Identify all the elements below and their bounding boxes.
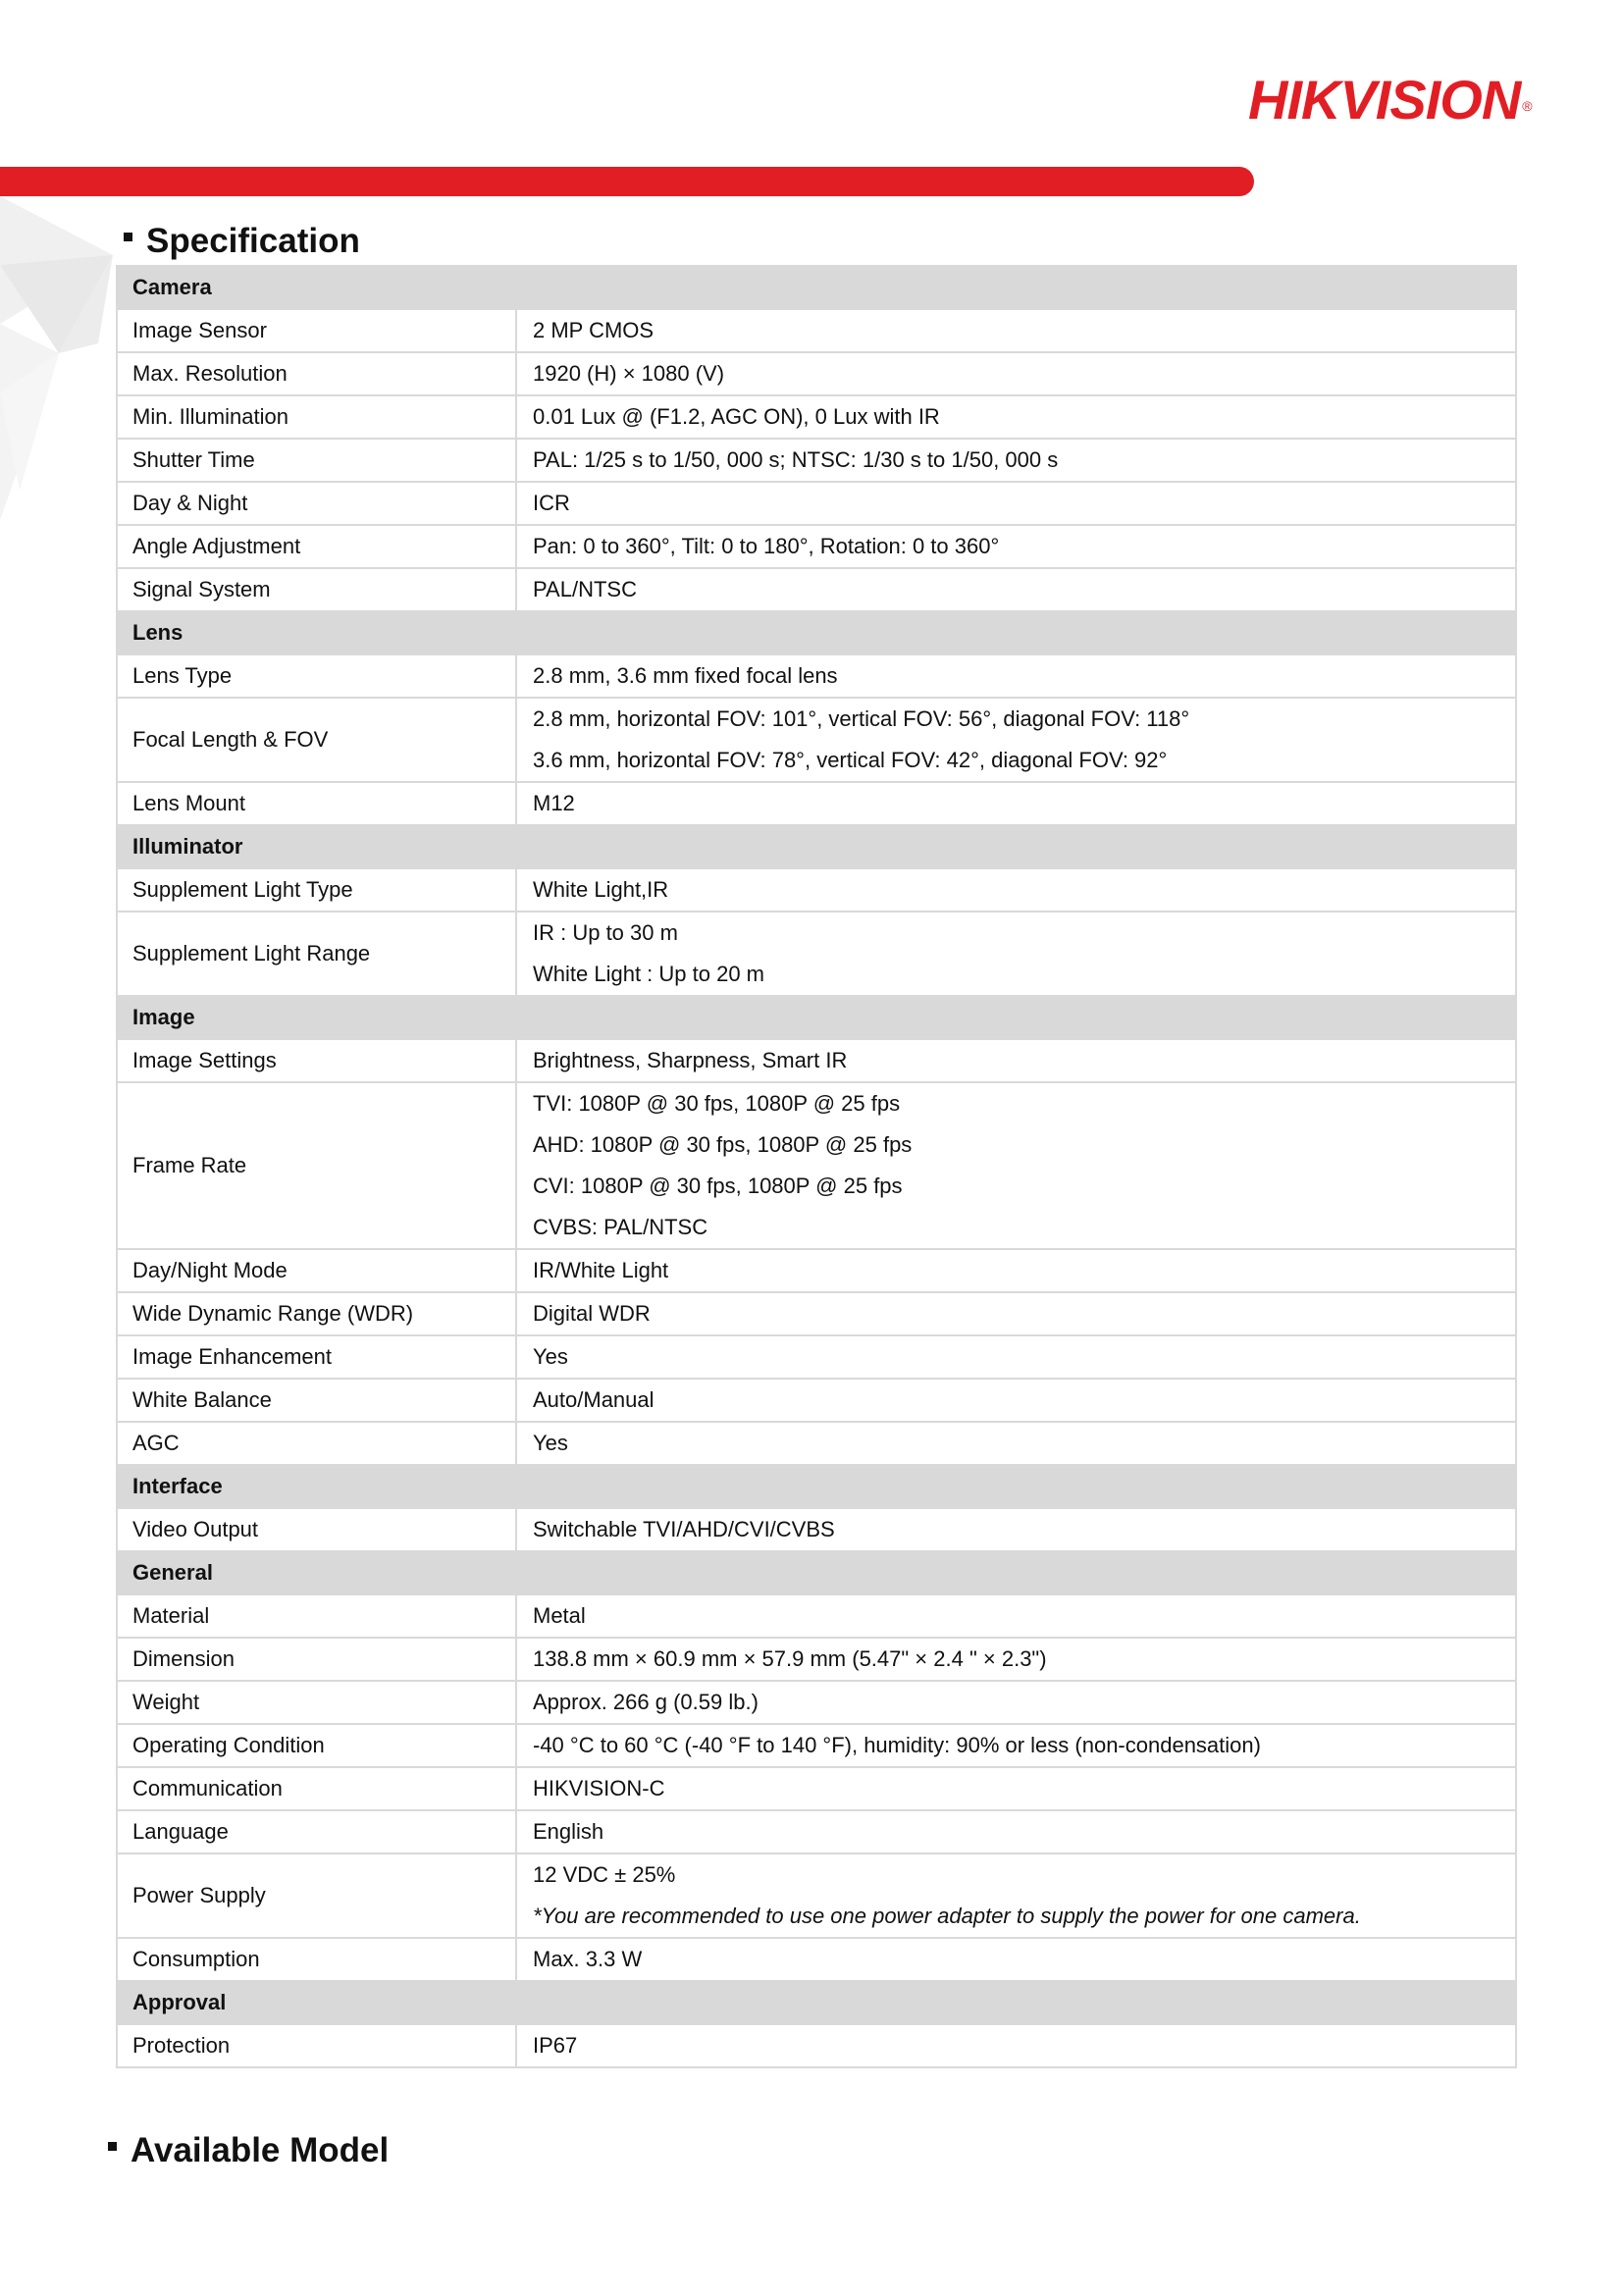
spec-label: Focal Length & FOV <box>117 698 516 782</box>
spec-row <box>117 912 1516 996</box>
spec-row <box>117 1508 1516 1551</box>
spec-value <box>516 1379 1516 1422</box>
spec-value <box>516 1853 1516 1938</box>
spec-row <box>117 1039 1516 1082</box>
spec-label: Wide Dynamic Range (WDR) <box>117 1292 516 1335</box>
spec-value <box>516 698 1516 782</box>
spec-value-line: Yes <box>533 1344 568 1369</box>
spec-row <box>117 352 1516 395</box>
spec-label: Language <box>117 1810 516 1853</box>
spec-value <box>516 1249 1516 1292</box>
spec-group-title: Image <box>117 996 516 1039</box>
spec-row <box>117 1422 1516 1465</box>
spec-value <box>516 568 1516 611</box>
spec-value-line: White Light : Up to 20 m <box>533 962 764 986</box>
spec-value-line: 1920 (H) × 1080 (V) <box>533 361 725 386</box>
spec-value-line: M12 <box>533 791 575 815</box>
spec-value <box>516 1335 1516 1379</box>
spec-value <box>516 482 1516 525</box>
registered-mark: ® <box>1522 98 1533 114</box>
spec-group-title: General <box>117 1551 516 1594</box>
specification-table <box>116 265 1517 2068</box>
spec-label: Image Enhancement <box>117 1335 516 1379</box>
available-model-title: Available Model <box>131 2131 390 2169</box>
spec-row <box>117 698 1516 782</box>
spec-row <box>117 568 1516 611</box>
specification-table-body <box>117 266 1516 2067</box>
spec-row <box>117 1681 1516 1724</box>
spec-value-line: CVBS: PAL/NTSC <box>533 1215 708 1239</box>
header-red-bar <box>0 167 1254 196</box>
spec-value-line: 0.01 Lux @ (F1.2, AGC ON), 0 Lux with IR <box>533 404 940 429</box>
spec-value-line: White Light,IR <box>533 877 669 902</box>
spec-row <box>117 1292 1516 1335</box>
spec-row <box>117 1249 1516 1292</box>
spec-group-spacer <box>516 1465 1516 1508</box>
spec-label: Consumption <box>117 1938 516 1981</box>
spec-group-title: Approval <box>117 1981 516 2024</box>
spec-value-line: TVI: 1080P @ 30 fps, 1080P @ 25 fps <box>533 1091 901 1116</box>
spec-group-title: Camera <box>117 266 516 309</box>
spec-value-line: 12 VDC ± 25% <box>533 1862 676 1887</box>
spec-value <box>516 1508 1516 1551</box>
spec-group-title: Lens <box>117 611 516 654</box>
spec-label: Signal System <box>117 568 516 611</box>
spec-row <box>117 1853 1516 1938</box>
spec-row <box>117 654 1516 698</box>
spec-label: Dimension <box>117 1638 516 1681</box>
spec-value-line: HIKVISION-C <box>533 1776 665 1800</box>
spec-row <box>117 1767 1516 1810</box>
spec-group-spacer <box>516 1981 1516 2024</box>
spec-row <box>117 1594 1516 1638</box>
spec-label: Supplement Light Range <box>117 912 516 996</box>
spec-value <box>516 1767 1516 1810</box>
spec-value <box>516 395 1516 439</box>
spec-label: White Balance <box>117 1379 516 1422</box>
spec-label: Protection <box>117 2024 516 2067</box>
spec-value-line: 138.8 mm × 60.9 mm × 57.9 mm (5.47" × 2.4 " × 2.3") <box>533 1646 1047 1671</box>
spec-label: Power Supply <box>117 1853 516 1938</box>
spec-row <box>117 2024 1516 2067</box>
spec-value-line: English <box>533 1819 604 1844</box>
spec-label: Operating Condition <box>117 1724 516 1767</box>
spec-row <box>117 782 1516 825</box>
spec-value-line: Pan: 0 to 360°, Tilt: 0 to 180°, Rotation: 0 to 360° <box>533 534 1000 558</box>
spec-value <box>516 1292 1516 1335</box>
spec-group-spacer <box>516 1551 1516 1594</box>
specification-heading <box>124 220 360 263</box>
spec-value-line: Metal <box>533 1603 586 1628</box>
spec-group-spacer <box>516 611 1516 654</box>
spec-group-title: Illuminator <box>117 825 516 868</box>
spec-row <box>117 1082 1516 1249</box>
spec-label: Supplement Light Type <box>117 868 516 912</box>
spec-value <box>516 2024 1516 2067</box>
spec-group-spacer <box>516 825 1516 868</box>
spec-label: Weight <box>117 1681 516 1724</box>
spec-label: Shutter Time <box>117 439 516 482</box>
spec-row <box>117 1938 1516 1981</box>
spec-group-row <box>117 266 1516 309</box>
spec-row <box>117 395 1516 439</box>
spec-row <box>117 1335 1516 1379</box>
spec-value-line: Switchable TVI/AHD/CVI/CVBS <box>533 1517 835 1541</box>
spec-value-line: 2.8 mm, 3.6 mm fixed focal lens <box>533 663 838 688</box>
specification-title: Specification <box>146 222 360 260</box>
spec-group-title: Interface <box>117 1465 516 1508</box>
spec-value <box>516 654 1516 698</box>
hikvision-logo <box>1248 69 1533 131</box>
spec-row <box>117 525 1516 568</box>
spec-label: Max. Resolution <box>117 352 516 395</box>
spec-value-line: 2 MP CMOS <box>533 318 654 342</box>
logo-text: HIKVISION <box>1248 69 1521 130</box>
spec-value <box>516 1724 1516 1767</box>
spec-value-line: -40 °C to 60 °C (-40 °F to 140 °F), humidity: 90% or less (non-condensation) <box>533 1733 1261 1757</box>
spec-value-line: IR : Up to 30 m <box>533 920 678 945</box>
spec-value <box>516 1681 1516 1724</box>
spec-label: Image Settings <box>117 1039 516 1082</box>
spec-value <box>516 782 1516 825</box>
spec-value <box>516 1039 1516 1082</box>
spec-row <box>117 1810 1516 1853</box>
spec-value-line: PAL: 1/25 s to 1/50, 000 s; NTSC: 1/30 s to 1/50, 000 s <box>533 447 1059 472</box>
spec-row <box>117 1379 1516 1422</box>
spec-value-line: Yes <box>533 1431 568 1455</box>
spec-group-spacer <box>516 266 1516 309</box>
spec-label: Material <box>117 1594 516 1638</box>
spec-value <box>516 1638 1516 1681</box>
spec-value-line: Auto/Manual <box>533 1387 654 1412</box>
spec-row <box>117 439 1516 482</box>
spec-label: Day/Night Mode <box>117 1249 516 1292</box>
spec-value-line: Max. 3.3 W <box>533 1947 643 1971</box>
spec-label: Frame Rate <box>117 1082 516 1249</box>
spec-value-line: IR/White Light <box>533 1258 669 1282</box>
spec-row <box>117 309 1516 352</box>
spec-value-line: AHD: 1080P @ 30 fps, 1080P @ 25 fps <box>533 1132 913 1157</box>
spec-value-line: CVI: 1080P @ 30 fps, 1080P @ 25 fps <box>533 1174 903 1198</box>
spec-value-line: ICR <box>533 491 570 515</box>
spec-value-line: Digital WDR <box>533 1301 651 1326</box>
spec-value <box>516 1594 1516 1638</box>
spec-group-row <box>117 1981 1516 2024</box>
spec-label: AGC <box>117 1422 516 1465</box>
spec-value <box>516 868 1516 912</box>
spec-label: Video Output <box>117 1508 516 1551</box>
spec-value-line: 2.8 mm, horizontal FOV: 101°, vertical FOV: 56°, diagonal FOV: 118° <box>533 706 1190 731</box>
spec-value <box>516 352 1516 395</box>
spec-label: Lens Type <box>117 654 516 698</box>
spec-value-line: PAL/NTSC <box>533 577 637 601</box>
spec-value-line: Approx. 266 g (0.59 lb.) <box>533 1690 759 1714</box>
spec-value <box>516 1938 1516 1981</box>
spec-group-row <box>117 825 1516 868</box>
spec-group-row <box>117 996 1516 1039</box>
spec-row <box>117 1724 1516 1767</box>
spec-row <box>117 868 1516 912</box>
spec-label: Angle Adjustment <box>117 525 516 568</box>
spec-label: Communication <box>117 1767 516 1810</box>
spec-value <box>516 1082 1516 1249</box>
spec-value <box>516 912 1516 996</box>
available-model-heading <box>108 2129 389 2172</box>
spec-label: Lens Mount <box>117 782 516 825</box>
spec-value-line: Brightness, Sharpness, Smart IR <box>533 1048 848 1072</box>
spec-value <box>516 309 1516 352</box>
spec-label: Image Sensor <box>117 309 516 352</box>
decorative-triangles-graphic <box>0 196 128 530</box>
spec-value <box>516 525 1516 568</box>
spec-group-spacer <box>516 996 1516 1039</box>
spec-value <box>516 1422 1516 1465</box>
spec-label: Min. Illumination <box>117 395 516 439</box>
spec-group-row <box>117 1551 1516 1594</box>
spec-group-row <box>117 611 1516 654</box>
spec-note: *You are recommended to use one power adapter to supply the power for one camera. <box>533 1904 1361 1928</box>
spec-label: Day & Night <box>117 482 516 525</box>
square-bullet-icon <box>108 2142 117 2151</box>
spec-value <box>516 439 1516 482</box>
square-bullet-icon <box>124 233 132 241</box>
spec-value-line: 3.6 mm, horizontal FOV: 78°, vertical FOV: 42°, diagonal FOV: 92° <box>533 748 1168 772</box>
spec-value-line: IP67 <box>533 2033 578 2058</box>
spec-row <box>117 1638 1516 1681</box>
spec-group-row <box>117 1465 1516 1508</box>
spec-value <box>516 1810 1516 1853</box>
spec-row <box>117 482 1516 525</box>
